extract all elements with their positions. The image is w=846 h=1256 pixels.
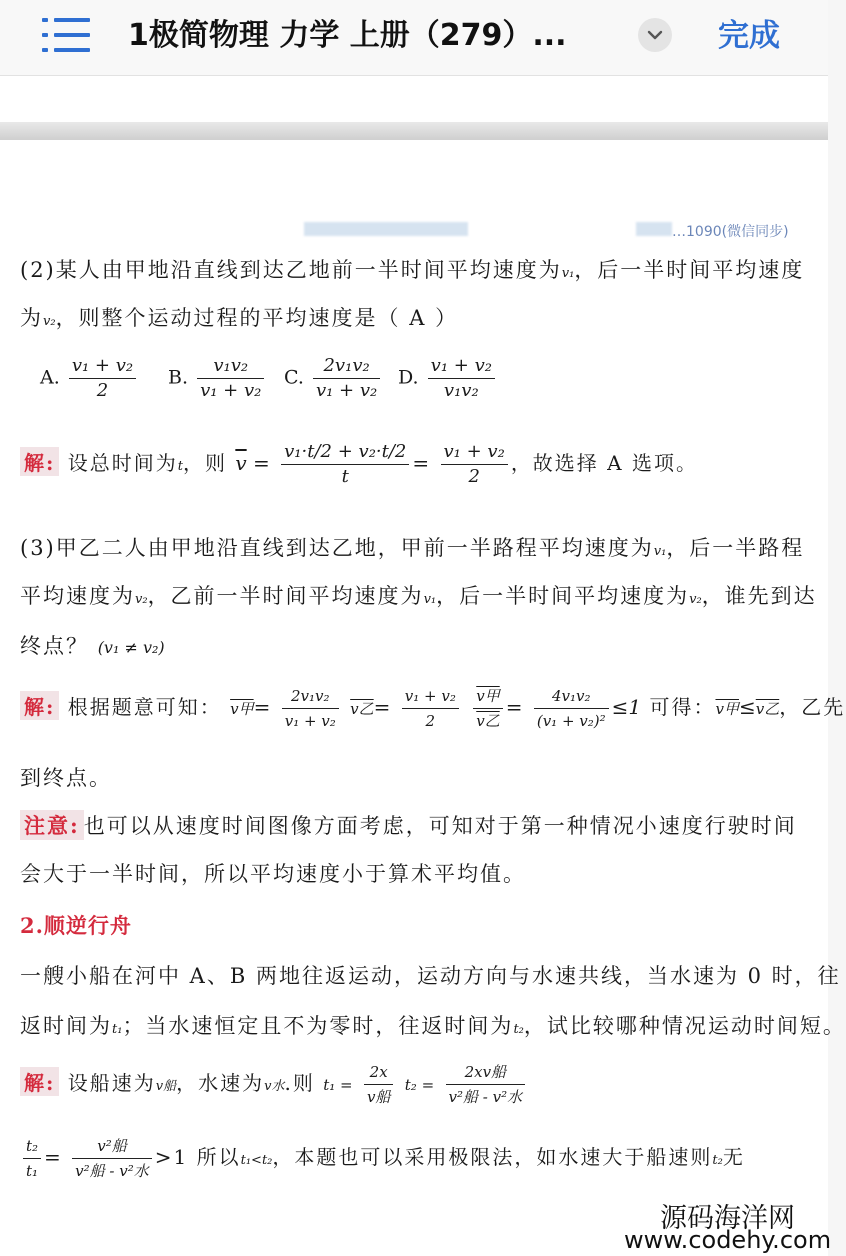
denominator: v₁v₂ bbox=[443, 380, 479, 401]
solution-text: ，本题也可以采用极限法，如水速大于船速则 bbox=[272, 1145, 713, 1169]
q2-solution: 解: 设总时间为t，则 $\overline{v}$ = $\frac{\text{v₁·t/2 + v₂·t/2}}{t}$ = $\frac{\text{v₁ + v₂}}{2}$ ，故选择 A 选项。 bbox=[20, 440, 698, 489]
top-bar bbox=[0, 0, 828, 76]
q3-line-2: 平均速度为v₂，乙前一半时间平均速度为v₁，后一半时间平均速度为v₂，谁先到达 bbox=[20, 584, 817, 608]
solution-text: ，水速为 bbox=[176, 1071, 265, 1095]
document-page[interactable] bbox=[0, 140, 846, 1256]
q3-text: ，乙前一半时间平均速度为 bbox=[147, 584, 424, 608]
sec2-line-2: 返时间为t₁；当水速恒定且不为零时，往返时间为t₂，试比较哪种情况运动时间短。 bbox=[20, 1014, 846, 1038]
q3-text: ，谁先到达 bbox=[701, 584, 817, 608]
numerator: v₁v₂ bbox=[197, 354, 264, 379]
q3-solution: 解: 根据题意可知： v甲= $\frac{\text{2v₁v₂}}{\text{v₁ + v₂}}$ v乙= $\frac{\text{v₁ + v₂}}{2}$ $\frac{\text{v甲}}{\text{v乙}}$ = $\frac{\text{4v₁v₂}}{\text{(v₁ + v₂)²}}$ ≤1 可得：v甲≤v乙，乙先 bbox=[20, 684, 845, 733]
q2-text: ，后一半时间平均速度 bbox=[574, 258, 805, 282]
chevron-down-icon bbox=[647, 29, 663, 41]
numerator: v₁ + v₂ bbox=[69, 354, 136, 379]
q2-line-1: (2)某人由甲地沿直线到达乙地前一半时间平均速度为v₁，后一半时间平均速度 bbox=[20, 258, 805, 282]
fraction: $\frac{\text{4v₁v₂}}{\text{(v₁ + v₂)²}}$ bbox=[534, 684, 609, 733]
section-title: 2.顺逆行舟 bbox=[20, 913, 132, 938]
watermark-chinese: 源码海洋网 bbox=[660, 1203, 795, 1234]
expand-title-button[interactable] bbox=[638, 18, 672, 52]
option-label: D. bbox=[398, 366, 419, 389]
option-c bbox=[284, 354, 383, 403]
fraction: $\frac{2x}{\text{v船}}$ bbox=[364, 1060, 393, 1109]
q3-text: 终点？ bbox=[20, 634, 89, 658]
solution-text: 设船速为 bbox=[67, 1071, 156, 1095]
option-b bbox=[168, 354, 267, 403]
q3-text: ，后一半路程 bbox=[666, 536, 805, 560]
done-button[interactable]: 完成 bbox=[718, 18, 780, 54]
option-label: C. bbox=[284, 366, 304, 389]
solution-text: ，乙先 bbox=[779, 695, 846, 719]
solution-text: ，故选择 A 选项。 bbox=[510, 451, 698, 475]
toolbar-gap bbox=[0, 76, 828, 122]
watermark-url: www.codehy.com bbox=[624, 1226, 832, 1254]
fraction bbox=[197, 354, 264, 403]
solution-label: 解: bbox=[20, 691, 59, 720]
note-label: 注意: bbox=[20, 810, 84, 840]
solution-label: 解: bbox=[20, 447, 59, 476]
sec2-text: ，试比较哪种情况运动时间短。 bbox=[523, 1014, 846, 1038]
solution-text: 根据题意可知： bbox=[67, 695, 222, 719]
fraction bbox=[428, 354, 495, 403]
solution-text: 无 bbox=[722, 1145, 745, 1169]
solution-label: 解: bbox=[20, 1067, 59, 1096]
note-line-1 bbox=[20, 810, 797, 840]
sec2-text: 返时间为 bbox=[20, 1014, 112, 1038]
q2-text: ，则整个运动过程的平均速度是（ A ） bbox=[55, 306, 459, 330]
q2-line-2: 为v₂，则整个运动过程的平均速度是（ A ） bbox=[20, 306, 459, 330]
sec2-final: $\frac{\text{t₂}}{\text{t₁}}$ = $\frac{\text{v²船}}{\text{v²船 - v²水}}$ >1 所以t₁<t₂，本题也可以采用极限法，如水速大于船速则t₂无 bbox=[20, 1134, 745, 1183]
fraction: $\frac{\text{v₁ + v₂}}{2}$ bbox=[402, 684, 459, 733]
q2-text: (2)某人由甲地沿直线到达乙地前一半时间平均速度为 bbox=[20, 258, 562, 282]
document-title: 1极简物理 力学 上册（279）... bbox=[128, 18, 567, 53]
option-a bbox=[40, 354, 139, 403]
note-text: 也可以从速度时间图像方面考虑，可知对于第一种情况小速度行驶时间 bbox=[83, 814, 797, 838]
fraction: $\frac{\text{t₂}}{\text{t₁}}$ bbox=[23, 1134, 41, 1183]
numerator: 2v₁v₂ bbox=[313, 354, 380, 379]
page-edge-shadow bbox=[0, 122, 828, 140]
solution-text: .则 bbox=[284, 1071, 315, 1095]
denominator: v₁ + v₂ bbox=[315, 380, 378, 401]
fraction: $\frac{\text{v²船}}{\text{v²船 - v²水}}$ bbox=[72, 1134, 152, 1183]
option-label: A. bbox=[40, 366, 60, 389]
denominator: 2 bbox=[96, 380, 109, 401]
blurred-header bbox=[304, 222, 468, 236]
fraction: $\frac{\text{v甲}}{\text{v乙}}$ bbox=[473, 684, 502, 733]
q2-text: 为 bbox=[20, 306, 43, 330]
sec2-solution: 解: 设船速为v船，水速为v水.则 t₁ = $\frac{2x}{\text{v船}}$ t₂ = $\frac{\text{2xv船}}{\text{v²船 - v²水}}$ bbox=[20, 1060, 528, 1109]
fraction: $\frac{\text{2v₁v₂}}{\text{v₁ + v₂}}$ bbox=[282, 684, 339, 733]
sec2-text: ；当水速恒定且不为零时，往返时间为 bbox=[122, 1014, 514, 1038]
sec2-line-1: 一艘小船在河中 A、B 两地往返运动，运动方向与水速共线，当水速为 0 时，往 bbox=[20, 964, 841, 988]
fraction bbox=[313, 354, 380, 403]
header-watermark: …1090(微信同步) bbox=[672, 224, 789, 240]
q3-solution-line-2: 到终点。 bbox=[20, 766, 112, 790]
option-d bbox=[398, 354, 498, 403]
fraction bbox=[69, 354, 136, 403]
menu-list-icon[interactable] bbox=[42, 18, 90, 52]
fraction: $\frac{\text{v₁·t/2 + v₂·t/2}}{t}$ bbox=[281, 440, 409, 489]
q3-text: 平均速度为 bbox=[20, 584, 135, 608]
q3-line-3 bbox=[20, 630, 165, 660]
note-line-2: 会大于一半时间，所以平均速度小于算术平均值。 bbox=[20, 862, 526, 886]
q3-text: ，后一半时间平均速度为 bbox=[436, 584, 690, 608]
solution-text: 可得： bbox=[649, 695, 716, 719]
solution-text: >1 所以 bbox=[154, 1145, 241, 1169]
solution-text: ，则 bbox=[182, 451, 227, 475]
blurred-header bbox=[636, 222, 672, 236]
q3-line-1: (3)甲乙二人由甲地沿直线到达乙地，甲前一半路程平均速度为v₁，后一半路程 bbox=[20, 536, 805, 560]
site-watermark bbox=[620, 1192, 832, 1256]
option-label: B. bbox=[168, 366, 189, 389]
fraction: $\frac{\text{2xv船}}{\text{v²船 - v²水}}$ bbox=[446, 1060, 526, 1109]
q3-text: (3)甲乙二人由甲地沿直线到达乙地，甲前一半路程平均速度为 bbox=[20, 536, 654, 560]
numerator: v₁ + v₂ bbox=[428, 354, 495, 379]
denominator: v₁ + v₂ bbox=[200, 380, 262, 401]
fraction: $\frac{\text{v₁ + v₂}}{2}$ bbox=[441, 440, 508, 489]
q3-condition: (v₁ ≠ v₂) bbox=[97, 638, 165, 657]
solution-text: 设总时间为 bbox=[67, 451, 178, 475]
